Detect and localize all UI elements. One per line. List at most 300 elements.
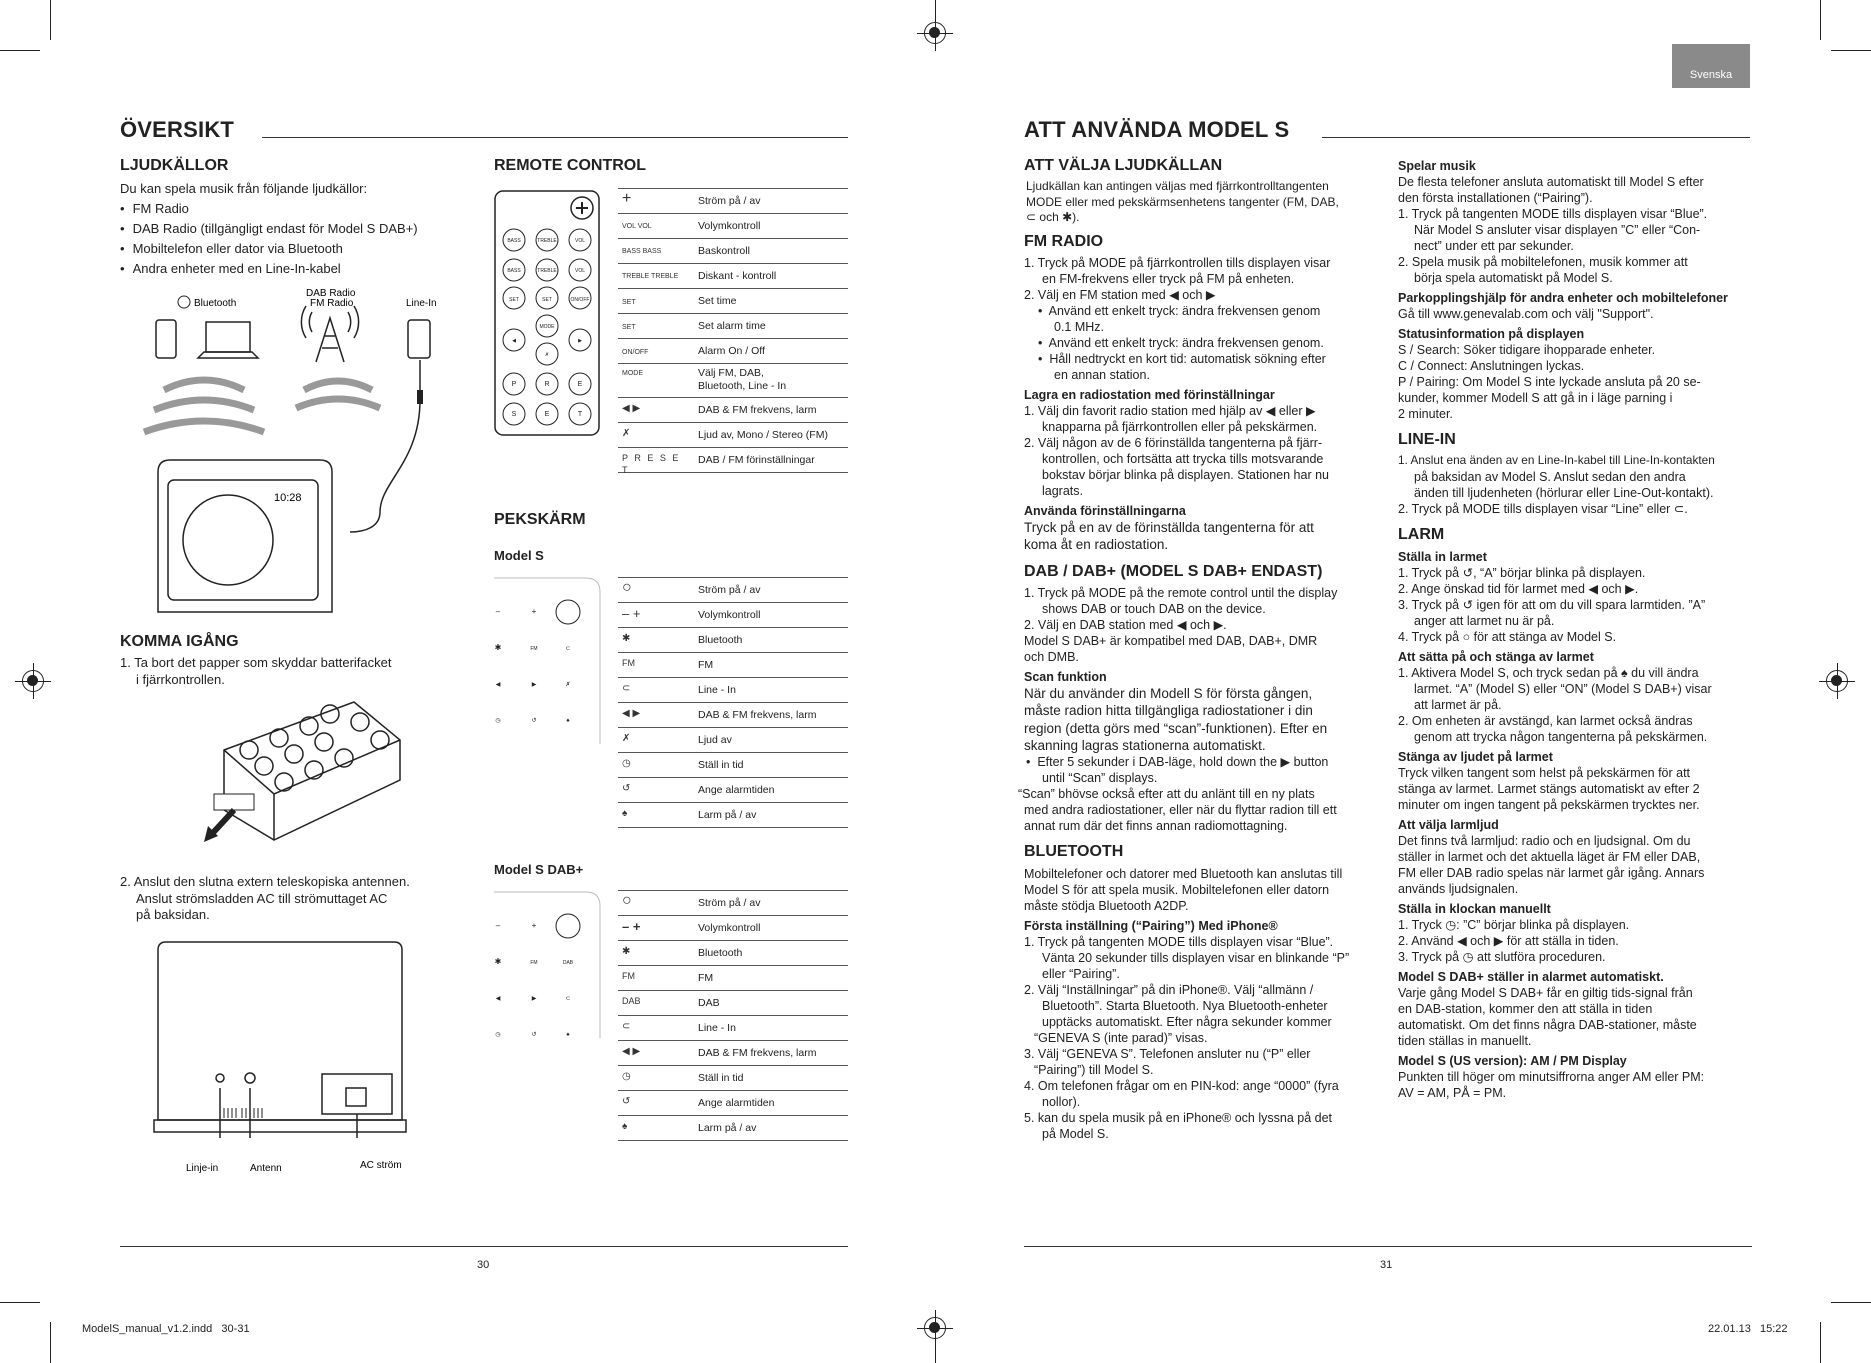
model-dab-table — [618, 890, 848, 1141]
text-line: eller “Pairing”. — [1042, 966, 1120, 981]
left-page-title: ÖVERSIKT — [120, 117, 235, 142]
text-line: Bluetooth”. Starta Bluetooth. Nya Bluetooth-enheter — [1042, 998, 1328, 1013]
power-icon: + — [622, 190, 632, 207]
svg-text:♠: ♠ — [566, 718, 570, 724]
subheading: Att välja larmljud — [1398, 818, 1499, 833]
svg-text:↺: ↺ — [531, 718, 537, 724]
volume-icon: – + — [622, 919, 641, 934]
set-alarm-icon: SET — [622, 324, 636, 331]
text-line: P / Pairing: Om Model S inte lyckade ansluta på 20 se- — [1398, 375, 1701, 389]
table-row — [618, 1041, 848, 1066]
svg-text:▶: ▶ — [578, 338, 582, 344]
text-line: ⊂ och ✱). — [1026, 210, 1080, 225]
right-footer-rule — [1024, 1246, 1752, 1247]
model-s-radio — [158, 460, 332, 612]
table-row — [618, 364, 848, 398]
subheading: Ställa in larmet — [1398, 550, 1487, 565]
svg-text:⊂: ⊂ — [565, 646, 571, 652]
svg-text:–: – — [495, 607, 501, 616]
row-text: Larm på / av — [698, 809, 757, 821]
text-line: 2. Tryck på MODE tills displayen visar “Line” eller ⊂. — [1398, 501, 1688, 516]
treble-key-label: TREBLE — [537, 238, 557, 244]
right-page-number: 31 — [1380, 1259, 1393, 1271]
svg-text:✗: ✗ — [544, 352, 550, 358]
mode-key-label: MODE — [539, 324, 555, 330]
onoff-key-label: ON/OFF — [570, 297, 590, 303]
text-line: 3. Tryck på ↺ igen för att om du vill spara larmtiden. ”A” — [1398, 598, 1706, 613]
subheading: Scan funktion — [1024, 670, 1107, 685]
text-line: 2. Välj någon av de 6 förinställda tangenterna på fjärr- — [1024, 436, 1323, 451]
row-text: Ström på / av — [698, 584, 761, 596]
svg-text:▶: ▶ — [531, 682, 537, 688]
fm-heading: FM RADIO — [1024, 232, 1104, 250]
text-line: 3. Tryck på ◷ att slutföra proceduren. — [1398, 950, 1606, 965]
svg-text:✱: ✱ — [494, 643, 502, 652]
file-slug: ModelS_manual_v1.2.indd 30-31 — [82, 1323, 250, 1335]
text-line: 0.1 MHz. — [1054, 320, 1105, 335]
bass-key-label: BASS — [507, 238, 521, 244]
laptop-icon — [206, 322, 250, 352]
model-s-heading: Model S — [494, 548, 544, 563]
text-line: 4. Tryck på ○ för att stänga av Model S. — [1398, 630, 1617, 645]
alarm-onoff-icon: ON/OFF — [622, 349, 649, 356]
row-text: FM — [698, 659, 714, 671]
text-line: 2. Välj en FM station med ◀ och ▶ — [1024, 288, 1216, 303]
set-time-icon: SET — [622, 299, 636, 306]
p-key-label: P — [511, 381, 517, 388]
row-text: DAB — [698, 997, 720, 1009]
list-item: • FM Radio — [120, 199, 480, 219]
alarm-bell-icon: ♠ — [622, 1121, 628, 1132]
text-line: until “Scan” displays. — [1042, 771, 1158, 786]
text-line: genom att trycka någon tangenterna på pekskärmen. — [1414, 730, 1708, 745]
model-dab-touchscreen — [494, 888, 606, 1038]
wireless-waves-left — [144, 380, 264, 432]
ljudkallor-section — [120, 156, 480, 279]
clock-icon: ◷ — [622, 1071, 631, 1082]
text-line: larmet. “A” (Model S) eller “ON” (Model S DAB+) visar — [1414, 682, 1712, 697]
text-line: 1. Anslut ena änden av en Line-In-kabel till Line-In-kontakten — [1398, 453, 1715, 468]
row-text: Bluetooth — [698, 634, 743, 646]
text-line: Det finns två larmljud: radio och en ljudsignal. Om du — [1398, 834, 1691, 849]
table-row — [618, 653, 848, 678]
table-row — [618, 628, 848, 653]
bluetooth-label: Bluetooth — [194, 298, 237, 309]
dab-radio-label: DAB Radio — [306, 288, 356, 299]
text-line: annat rum där det finns annan radiomottagning. — [1024, 819, 1288, 834]
wireless-waves-right — [296, 381, 380, 408]
mute-icon: ✗ — [622, 428, 631, 439]
line-in-icon: ⊂ — [622, 683, 631, 694]
row-text: Set time — [698, 295, 737, 307]
linje-in-label: Linje-in — [186, 1163, 219, 1174]
text-line: • Använd ett enkelt tryck: ändra frekvensen genom — [1038, 304, 1321, 319]
bullet-text: Använd ett enkelt tryck: ändra frekvensen genom. — [1048, 336, 1324, 351]
row-text: Ange alarmtiden — [698, 1097, 775, 1109]
language-tab — [1672, 44, 1750, 88]
svg-text:✱: ✱ — [494, 957, 502, 966]
table-row — [618, 189, 848, 214]
table-row — [618, 603, 848, 628]
text-line: 2. Välj en DAB station med ◀ och ▶. — [1024, 618, 1227, 633]
row-text: Alarm On / Off — [698, 345, 765, 357]
text-line: 1. Välj din favorit radio station med hjälp av ◀ eller ▶ — [1024, 404, 1316, 419]
text-line: och DMB. — [1024, 650, 1079, 665]
text-line: 2. Spela musik på mobiltelefonen, musik kommer att — [1398, 255, 1688, 269]
subheading: Model S (US version): AM / PM Display — [1398, 1054, 1627, 1069]
s-key-label: S — [511, 411, 517, 418]
ljudkallor-list — [120, 199, 480, 279]
table-row — [618, 941, 848, 966]
text-line: 2. Om enheten är avstängd, kan larmet också ändras — [1398, 714, 1693, 729]
svg-text:◷: ◷ — [495, 718, 501, 724]
text-line: ställer in larmet och det aktuella läget är FM eller DAB, — [1398, 850, 1701, 865]
registration-mark-top — [924, 22, 946, 44]
text-line: “Scan” bhövse också efter att du anlänt till en ny plats — [1018, 787, 1315, 802]
vol-icon: VOL VOL — [622, 223, 652, 230]
row-text: DAB & FM frekvens, larm — [698, 1047, 817, 1059]
model-s-touchscreen — [494, 574, 606, 744]
registration-mark-left — [22, 670, 44, 692]
text-line: Model S DAB+ är kompatibel med DAB, DAB+, DMR — [1024, 634, 1318, 649]
table-row — [618, 214, 848, 239]
subheading: Spelar musik — [1398, 159, 1476, 173]
alarm-time-icon: ↺ — [622, 783, 631, 794]
clock-icon: ◷ — [622, 758, 631, 769]
power-icon: ○ — [622, 579, 632, 596]
table-row — [618, 423, 848, 448]
row-text-line1: Välj FM, DAB, — [698, 367, 764, 379]
row-text: DAB / FM förinställningar — [698, 454, 815, 466]
row-text: Ställ in tid — [698, 1072, 744, 1084]
text-line: den första installationen (“Pairing”). — [1398, 191, 1593, 205]
row-text: Ställ in tid — [698, 759, 744, 771]
text-line: De flesta telefoner ansluta automatiskt till Model S efter — [1398, 175, 1704, 189]
text-line: kontrollen, och fortsätta att trycka tills motsvarande — [1042, 452, 1324, 467]
dab-icon: DAB — [622, 996, 641, 1006]
battery-illustration — [204, 700, 404, 844]
text-line: automatiskt. Om det finns några DAB-stationer, måste — [1398, 1018, 1697, 1033]
table-row — [618, 891, 848, 916]
subheading: Model S DAB+ ställer in alarmet automatiskt. — [1398, 970, 1664, 985]
svg-text:♠: ♠ — [566, 1032, 570, 1038]
row-text: Line - In — [698, 1022, 736, 1034]
left-footer-rule — [120, 1246, 848, 1247]
svg-text:⊂: ⊂ — [565, 996, 571, 1002]
svg-text:+: + — [531, 607, 537, 616]
text-line: måste stödja Bluetooth A2DP. — [1024, 898, 1189, 913]
row-text: FM — [698, 972, 714, 984]
text-line: 2 minuter. — [1398, 407, 1453, 421]
text-line: minuter om ingen tangent på pekskärmen trycktes ner. — [1398, 798, 1700, 813]
svg-text:FM: FM — [530, 646, 538, 652]
svg-text:↺: ↺ — [531, 1032, 537, 1038]
text-line: börja spela automatiskt på Model S. — [1414, 271, 1613, 285]
table-row — [618, 578, 848, 603]
komma-step-2-block — [120, 874, 480, 924]
ljudkallor-intro: Du kan spela musik från följande ljudkällor: — [120, 181, 368, 197]
komma-step-2-cont2: på baksidan. — [136, 907, 210, 923]
power-icon: ○ — [622, 892, 632, 909]
text-line: 2. Ange önskad tid för larmet med ◀ och ▶. — [1398, 582, 1639, 597]
row-text: Bluetooth — [698, 947, 743, 959]
text-line: shows DAB or touch DAB on the device. — [1042, 602, 1266, 617]
mp3-player-icon — [408, 320, 430, 358]
fm-radio-label: FM Radio — [310, 298, 354, 309]
text-line: på baksidan av Model S. Anslut sedan den andra — [1414, 469, 1686, 484]
komma-step-1-cont: i fjärrkontrollen. — [136, 672, 225, 688]
vol-key-label-2: VOL — [574, 268, 586, 274]
text-line: 2. Välj “Inställningar” på din iPhone®. Välj “allmänn / — [1024, 982, 1314, 997]
title-rule — [262, 137, 848, 138]
text-line: 1. Tryck på tangenten MODE tills displayen visar “Blue”. — [1398, 207, 1708, 221]
set-alarm-key-label: SET — [542, 297, 552, 303]
text-line: • Använd ett enkelt tryck: ändra frekvensen genom. — [1038, 336, 1324, 351]
text-line: “GENEVA S (inte parad)” visas. — [1034, 1030, 1208, 1045]
phone-icon — [156, 320, 176, 358]
komma-step-2-cont: Anslut strömsladden AC till strömuttaget AC — [136, 890, 388, 906]
text-line: upptäcks automatiskt. Efter några sekunder kommer — [1042, 1014, 1332, 1029]
text-line: 1. Tryck på ↺, “A” börjar blinka på displayen. — [1398, 566, 1646, 581]
svg-text:✗: ✗ — [565, 682, 571, 688]
svg-text:◀: ◀ — [495, 996, 501, 1002]
right-column-2 — [1398, 158, 1760, 1101]
table-row — [618, 1016, 848, 1041]
text-line: används ljudsignalen. — [1398, 882, 1519, 897]
r-key-label: R — [544, 381, 550, 388]
svg-text:▶: ▶ — [531, 996, 537, 1002]
text-line: Punkten till höger om minutsiffrorna anger AM eller PM: — [1398, 1070, 1705, 1085]
set-key-label: SET — [509, 297, 519, 303]
text-line: AV = AM, PÅ = PM. — [1398, 1086, 1507, 1101]
text-line: en DAB-station, kommer den att ställa in tiden — [1398, 1002, 1653, 1017]
text-line: Mobiltelefoner och datorer med Bluetooth kan anslutas till — [1024, 866, 1343, 881]
sources-illustration — [140, 282, 480, 622]
title-rule-right — [1322, 137, 1750, 138]
table-row — [618, 678, 848, 703]
mode-icon: MODE — [622, 370, 643, 377]
arrows-icon: ◀ ▶ — [622, 1046, 641, 1057]
text-line: anger att larmet nu är på. — [1414, 614, 1555, 629]
table-row — [618, 778, 848, 803]
text-line: Ljudkällan kan antingen väljas med fjärrkontrolltangenten — [1026, 179, 1329, 194]
text-line: Tryck vilken tangent som helst på pekskärmen för att — [1398, 766, 1691, 781]
text-line: Model S för att spela musik. Mobiltelefonen eller datorn — [1024, 882, 1330, 897]
text-line: att larmet är på. — [1414, 698, 1502, 713]
text-line: MODE eller med pekskärmsenhetens tangenter (FM, DAB, — [1026, 194, 1339, 209]
text-line: kunder, kommer Modell S att gå in i läge parning i — [1398, 391, 1673, 405]
table-row — [618, 803, 848, 828]
bluetooth-icon — [178, 296, 190, 308]
text-line: lagrats. — [1042, 484, 1083, 499]
bass-icon: BASS BASS — [622, 248, 662, 255]
text-line: 3. Välj “GENEVA S”. Telefonen ansluter nu (“P” eller — [1024, 1046, 1311, 1061]
subheading: Att sätta på och stänga av larmet — [1398, 650, 1594, 665]
table-row — [618, 398, 848, 423]
text-line: 2. Använd ◀ och ▶ för att ställa in tiden. — [1398, 934, 1619, 949]
row-text: Line - In — [698, 684, 736, 696]
ljudkallor-heading: LJUDKÄLLOR — [120, 157, 229, 174]
model-dab-heading: Model S DAB+ — [494, 862, 584, 877]
svg-text:–: – — [495, 921, 501, 930]
svg-text:+: + — [531, 921, 537, 930]
text-line: måste radion hitta tillgängliga radiostationer i din — [1024, 703, 1313, 719]
mute-icon: ✗ — [622, 733, 631, 744]
row-text: Volymkontroll — [698, 609, 761, 621]
table-row — [618, 339, 848, 364]
bass-key-label-2: BASS — [507, 268, 521, 274]
svg-text:◀: ◀ — [512, 338, 516, 344]
table-row — [618, 448, 848, 473]
row-text: Ljud av, Mono / Stereo (FM) — [698, 429, 828, 441]
vol-key-label: VOL — [574, 238, 586, 244]
registration-mark-bottom — [924, 1317, 946, 1339]
fm-icon: FM — [622, 971, 635, 981]
row-text: DAB & FM frekvens, larm — [698, 709, 817, 721]
text-line: “Pairing”) till Model S. — [1034, 1062, 1154, 1077]
komma-step-1: 1. Ta bort det papper som skyddar batterifacket — [120, 655, 392, 671]
table-row — [618, 991, 848, 1016]
text-line: knapparna på fjärrkontrollen eller på pekskärmen. — [1042, 420, 1318, 435]
linein-heading: LINE-IN — [1398, 431, 1456, 448]
table-row — [618, 239, 848, 264]
text-line: S / Search: Söker tidigare ihopparade enheter. — [1398, 343, 1656, 357]
subheading: Parkopplingshjälp för andra enheter och mobiltelefoner — [1398, 291, 1728, 305]
bluetooth-icon: ✱ — [622, 946, 631, 957]
line-in-icon: ⊂ — [622, 1021, 631, 1032]
line-in-label: Line-In — [406, 298, 437, 309]
svg-text:◀: ◀ — [495, 682, 501, 688]
text-line: skanning lagras stationerna automatiskt. — [1024, 737, 1266, 753]
list-item: • DAB Radio (tillgängligt endast för Model S DAB+) — [120, 219, 480, 239]
svg-text:◷: ◷ — [495, 1032, 501, 1038]
back-panel-illustration — [150, 938, 430, 1178]
row-text: Ström på / av — [698, 195, 761, 207]
text-line: Tryck på en av de förinställda tangenterna för att — [1024, 520, 1314, 536]
table-row — [618, 916, 848, 941]
row-text: Volymkontroll — [698, 922, 761, 934]
subheading: Använda förinställningarna — [1024, 504, 1186, 519]
komma-step-2: 2. Anslut den slutna extern teleskopiska antennen. — [120, 874, 410, 889]
table-row — [618, 753, 848, 778]
subheading: Stänga av ljudet på larmet — [1398, 750, 1553, 765]
model-s-table — [618, 577, 848, 828]
e-key-label: E — [577, 381, 583, 388]
date-slug: 22.01.13 15:22 — [1708, 1323, 1788, 1335]
ac-strom-label: AC ström — [360, 1160, 402, 1171]
table-row — [618, 1091, 848, 1116]
komma-heading: KOMMA IGÅNG — [120, 633, 239, 650]
row-text: Set alarm time — [698, 320, 766, 332]
table-row — [618, 264, 848, 289]
text-line: 1. Tryck på MODE på the remote control until the display — [1024, 586, 1338, 601]
text-line: med andra radiostationer, eller när du flyttar radion till ett — [1024, 803, 1337, 818]
text-line: tiden ställas in manuellt. — [1398, 1034, 1532, 1049]
dab-heading: DAB / DAB+ (MODEL S DAB+ ENDAST) — [1024, 562, 1323, 580]
volume-icon: – + — [622, 606, 641, 621]
treble-key-label-2: TREBLE — [537, 268, 557, 274]
subheading: Ställa in klockan manuellt — [1398, 902, 1551, 917]
text-line: nollor). — [1042, 1094, 1081, 1109]
svg-text:DAB: DAB — [562, 960, 574, 966]
text-line: 1. Tryck ◷: ”C” börjar blinka på displayen. — [1398, 918, 1630, 933]
left-page-number: 30 — [477, 1259, 490, 1271]
text-line: koma åt en radiostation. — [1024, 537, 1169, 553]
radio-display-time: 10:28 — [274, 492, 302, 504]
remote-control-illustration — [494, 190, 600, 436]
table-row — [618, 728, 848, 753]
text-line: • Efter 5 sekunder i DAB-läge, hold down the ▶ button — [1026, 755, 1329, 770]
e-key-label-2: E — [544, 411, 550, 418]
alarm-time-icon: ↺ — [622, 1096, 631, 1107]
text-line: 4. Om telefonen frågar om en PIN-kod: ange “0000” (fyra — [1024, 1078, 1339, 1093]
text-line: stänga av larmet. Larmet stängs automatiskt av efter 2 — [1398, 782, 1700, 797]
list-item: • Mobiltelefon eller dator via Bluetooth — [120, 239, 480, 259]
text-line: Gå till www.genevalab.com och välj "Support". — [1398, 307, 1654, 321]
treble-icon: TREBLE TREBLE — [622, 273, 679, 280]
preset-icon: P R E S E T — [622, 453, 681, 475]
fm-icon: FM — [622, 658, 635, 668]
text-line: Varje gång Model S DAB+ får en giltig tids-signal från — [1398, 986, 1693, 1001]
text-line: 5. kan du spela musik på en iPhone® och lyssna på det — [1024, 1110, 1333, 1125]
table-row — [618, 703, 848, 728]
bullet-text: Använd ett enkelt tryck: ändra frekvensen genom — [1048, 304, 1321, 319]
right-column-1 — [1018, 156, 1354, 1142]
antenn-label: Antenn — [250, 1163, 282, 1174]
row-text: Ström på / av — [698, 897, 761, 909]
table-row — [618, 314, 848, 339]
t-key-label: T — [577, 411, 583, 418]
svg-text:FM: FM — [530, 960, 538, 966]
text-line: 1. Tryck på MODE på fjärrkontrollen tills displayen visar — [1024, 256, 1331, 271]
row-text: Diskant - kontroll — [698, 270, 777, 282]
pekskarm-heading: PEKSKÄRM — [494, 511, 586, 528]
table-row — [618, 289, 848, 314]
row-text: Volymkontroll — [698, 220, 761, 232]
subheading: Första inställning (“Pairing”) Med iPhone® — [1024, 918, 1278, 933]
row-text: Baskontroll — [698, 245, 750, 257]
text-line: 1. Tryck på tangenten MODE tills displayen visar “Blue”. — [1024, 934, 1334, 949]
row-text-line2: Bluetooth, Line - In — [698, 379, 787, 392]
text-line: en annan station. — [1054, 368, 1150, 383]
text-line: änden till ljudenheten (hörlurar eller Line-Out-kontakt). — [1414, 485, 1714, 500]
larm-heading: LARM — [1398, 525, 1445, 543]
text-line: Vänta 20 sekunder tills displayen visar en blinkande “P” — [1042, 950, 1350, 965]
bluetooth-heading: BLUETOOTH — [1024, 843, 1124, 861]
text-line: • Håll nedtryckt en kort tid: automatisk sökning efter — [1038, 352, 1326, 367]
text-line: på Model S. — [1042, 1126, 1109, 1141]
remote-table — [618, 188, 848, 473]
language-tab-label: Svenska — [1689, 69, 1733, 81]
row-text: Ljud av — [698, 734, 732, 746]
registration-mark-right — [1826, 670, 1848, 692]
table-row — [618, 1066, 848, 1091]
text-line: C / Connect: Anslutningen lyckas. — [1398, 359, 1585, 373]
bullet-text: Efter 5 sekunder i DAB-läge, hold down the ▶ button — [1037, 755, 1329, 770]
right-page-title: ATT ANVÄNDA MODEL S — [1024, 117, 1290, 142]
komma-section — [120, 632, 480, 689]
antenna-tower-icon — [301, 306, 358, 362]
text-line: region (detta görs med “scan”-funktionen). Efter en — [1024, 720, 1328, 736]
text-line: nect” under ett par sekunder. — [1414, 239, 1574, 253]
bluetooth-icon: ✱ — [622, 633, 631, 644]
subheading: Statusinformation på displayen — [1398, 327, 1585, 341]
text-line: FM eller DAB radio spelas när larmet går igång. Annars — [1398, 866, 1705, 881]
remote-heading: REMOTE CONTROL — [494, 157, 646, 174]
bullet-text: Håll nedtryckt en kort tid: automatisk sökning efter — [1049, 352, 1326, 367]
arrows-icon: ◀ ▶ — [622, 708, 641, 719]
alarm-bell-icon: ♠ — [622, 808, 628, 819]
